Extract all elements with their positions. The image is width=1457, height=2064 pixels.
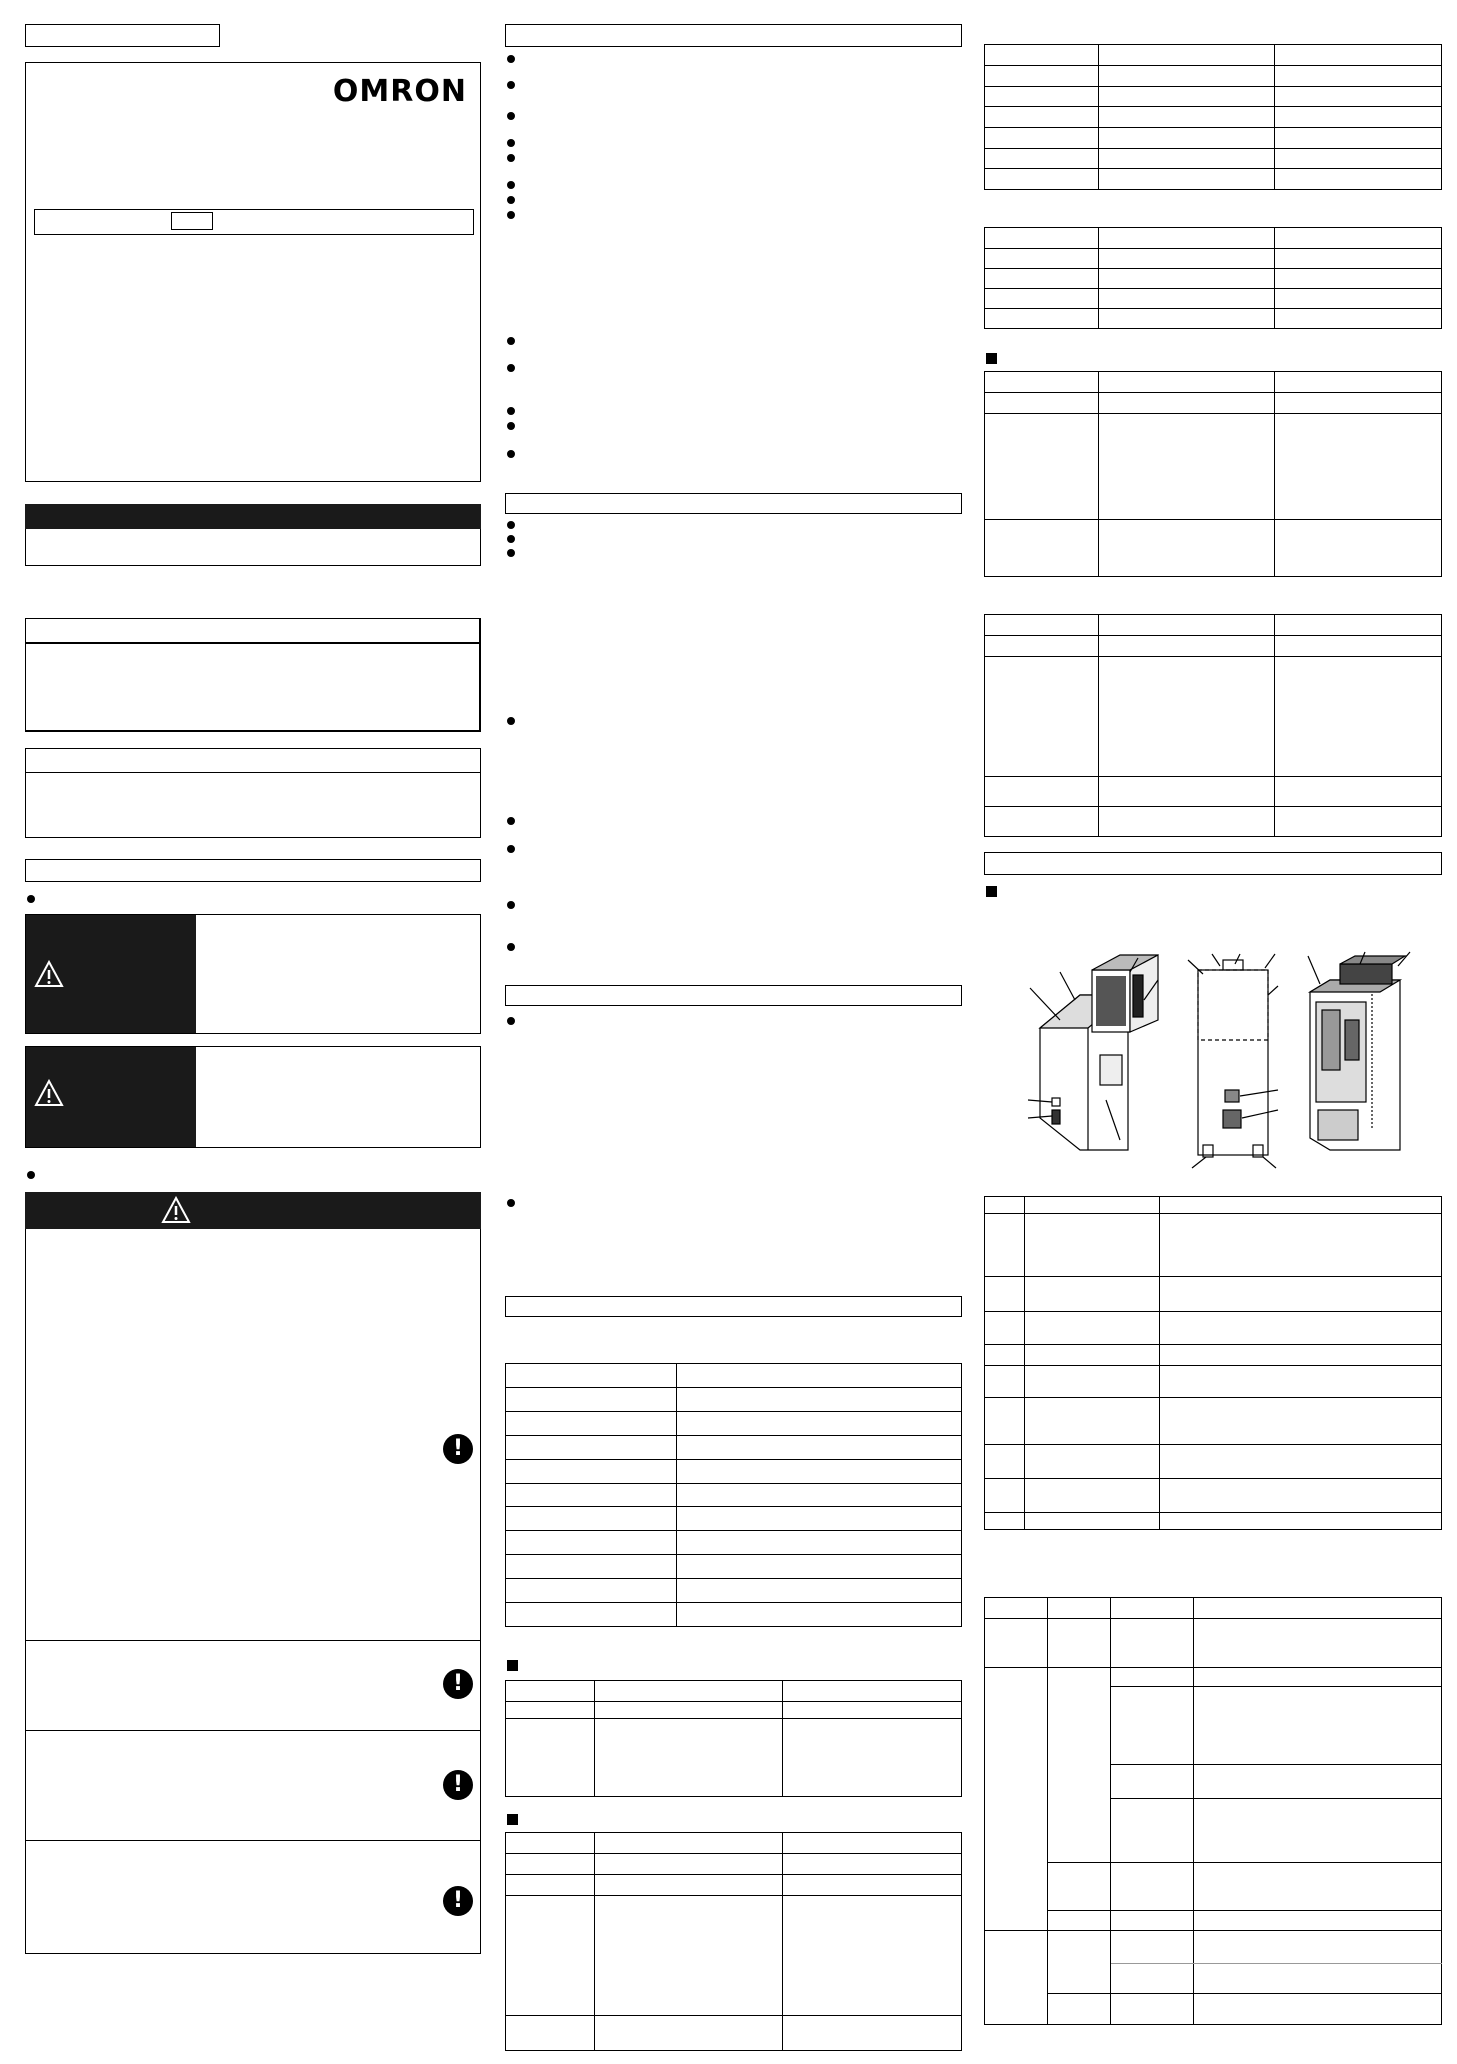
bullet-dot-icon bbox=[507, 1017, 515, 1025]
table-row bbox=[506, 1555, 962, 1579]
bullet-dot-icon bbox=[507, 211, 515, 219]
table-row bbox=[985, 807, 1442, 837]
notice-section bbox=[25, 504, 481, 566]
general-specifications-table bbox=[505, 1363, 962, 1627]
table-row bbox=[985, 127, 1442, 148]
bullet-dot-icon bbox=[507, 943, 515, 951]
table-row bbox=[985, 169, 1442, 190]
table-row bbox=[506, 1854, 962, 1875]
indicators-table bbox=[984, 1597, 1442, 2025]
bullet-dot-icon bbox=[27, 1171, 35, 1179]
spec-table-b bbox=[505, 1832, 962, 2051]
bullet-dot-icon bbox=[507, 407, 515, 415]
warning-item-divider bbox=[26, 1730, 480, 1731]
table-row bbox=[506, 1411, 962, 1435]
section-box-1-header-rule bbox=[26, 642, 479, 644]
table-row bbox=[506, 2016, 962, 2051]
table-row bbox=[506, 1459, 962, 1483]
table-row bbox=[985, 615, 1442, 636]
specifications-heading-bar bbox=[505, 1296, 962, 1317]
table-row bbox=[985, 249, 1442, 269]
unit-front-view bbox=[1028, 955, 1158, 1150]
table-row bbox=[985, 1214, 1442, 1277]
filled-square-icon bbox=[507, 1814, 518, 1825]
right-table-2 bbox=[984, 227, 1442, 329]
bullet-dot-icon bbox=[507, 55, 515, 63]
warning-box-2-label-panel bbox=[26, 1047, 196, 1147]
right-table-3 bbox=[984, 371, 1442, 577]
exclamation-circle-icon: ! bbox=[443, 1434, 473, 1464]
table-row bbox=[985, 520, 1442, 577]
warning-triangle-icon bbox=[34, 1079, 64, 1107]
table-row bbox=[985, 1619, 1442, 1668]
bullet-dot-icon bbox=[507, 364, 515, 372]
table-row bbox=[985, 1445, 1442, 1479]
table-row bbox=[985, 86, 1442, 107]
table-row bbox=[985, 1668, 1442, 1687]
table-row bbox=[985, 1345, 1442, 1366]
model-number-box bbox=[171, 212, 213, 230]
table-row bbox=[506, 1833, 962, 1854]
warning-item-divider bbox=[26, 1840, 480, 1841]
omron-logo: OMRON bbox=[332, 74, 467, 109]
safety-heading-bar bbox=[25, 859, 481, 882]
filled-square-icon bbox=[986, 886, 997, 897]
table-row bbox=[985, 777, 1442, 807]
warning-box-2 bbox=[25, 1046, 481, 1148]
table-row bbox=[985, 414, 1442, 520]
table-row bbox=[985, 289, 1442, 309]
usage-heading-bar bbox=[505, 493, 962, 514]
table-row bbox=[985, 45, 1442, 66]
table-row bbox=[506, 1483, 962, 1507]
bullet-dot-icon bbox=[507, 535, 515, 543]
bullet-dot-icon bbox=[507, 521, 515, 529]
bullet-dot-icon bbox=[507, 450, 515, 458]
table-row bbox=[985, 657, 1442, 777]
table-row bbox=[506, 1875, 962, 1896]
bullet-dot-icon bbox=[507, 196, 515, 204]
table-row bbox=[985, 1994, 1442, 2025]
table-row bbox=[985, 393, 1442, 414]
parts-description-table bbox=[984, 1196, 1442, 1530]
table-row bbox=[506, 1507, 962, 1531]
cover-panel bbox=[25, 62, 481, 482]
bullet-dot-icon bbox=[27, 895, 35, 903]
document-id-box bbox=[25, 24, 220, 47]
warning-triangle-icon bbox=[34, 960, 64, 988]
table-row bbox=[985, 269, 1442, 289]
table-row bbox=[506, 1702, 962, 1719]
table-row bbox=[506, 1579, 962, 1603]
warning-item-divider bbox=[26, 1640, 480, 1641]
bullet-dot-icon bbox=[507, 549, 515, 557]
table-row bbox=[985, 1513, 1442, 1530]
table-row bbox=[506, 1896, 962, 2016]
bullet-dot-icon bbox=[507, 81, 515, 89]
table-row bbox=[985, 1911, 1442, 1931]
section-box-2 bbox=[25, 748, 481, 838]
table-row bbox=[506, 1681, 962, 1702]
filled-square-icon bbox=[986, 353, 997, 364]
filled-square-icon bbox=[507, 1660, 518, 1671]
bullet-dot-icon bbox=[507, 901, 515, 909]
warning-box-1 bbox=[25, 914, 481, 1034]
exclamation-circle-icon: ! bbox=[443, 1886, 473, 1916]
bullet-dot-icon bbox=[507, 422, 515, 430]
bullet-dot-icon bbox=[507, 139, 515, 147]
table-row bbox=[985, 66, 1442, 87]
table-row bbox=[985, 1863, 1442, 1911]
table-row bbox=[506, 1531, 962, 1555]
table-row bbox=[506, 1387, 962, 1411]
table-row bbox=[506, 1435, 962, 1459]
section-box-2-header-rule bbox=[26, 772, 480, 773]
bullet-dot-icon bbox=[507, 337, 515, 345]
regulations-heading-bar bbox=[505, 985, 962, 1006]
table-row bbox=[985, 148, 1442, 169]
bullet-dot-icon bbox=[507, 817, 515, 825]
table-row bbox=[985, 1479, 1442, 1513]
model-number-bar bbox=[34, 209, 474, 235]
table-row bbox=[985, 1312, 1442, 1345]
table-row bbox=[985, 1197, 1442, 1214]
table-row bbox=[985, 372, 1442, 393]
right-table-4 bbox=[984, 614, 1442, 837]
table-row bbox=[985, 1931, 1442, 1964]
bullet-dot-icon bbox=[507, 1199, 515, 1207]
precautions-heading-bar bbox=[505, 24, 962, 47]
exclamation-circle-icon: ! bbox=[443, 1669, 473, 1699]
table-row bbox=[985, 636, 1442, 657]
bullet-dot-icon bbox=[507, 845, 515, 853]
warning-list-header-bar bbox=[25, 1192, 481, 1229]
table-row bbox=[985, 1598, 1442, 1619]
table-row bbox=[985, 309, 1442, 329]
table-row bbox=[985, 228, 1442, 249]
notice-header-bar bbox=[25, 504, 481, 529]
table-row bbox=[985, 107, 1442, 128]
right-table-1 bbox=[984, 44, 1442, 190]
spec-table-a bbox=[505, 1680, 962, 1797]
table-row bbox=[506, 1364, 962, 1388]
table-row bbox=[985, 1398, 1442, 1445]
unit-open-view bbox=[1308, 952, 1410, 1150]
table-row bbox=[506, 1603, 962, 1627]
warning-box-1-label-panel bbox=[26, 915, 196, 1033]
unit-flat-view bbox=[1188, 954, 1278, 1168]
table-row bbox=[985, 1366, 1442, 1398]
warning-triangle-icon bbox=[161, 1196, 191, 1224]
table-row bbox=[985, 1277, 1442, 1312]
bullet-dot-icon bbox=[507, 112, 515, 120]
exclamation-circle-icon: ! bbox=[443, 1770, 473, 1800]
bullet-dot-icon bbox=[507, 154, 515, 162]
table-row bbox=[506, 1719, 962, 1797]
nomenclature-heading-bar bbox=[984, 852, 1442, 875]
warning-list-panel bbox=[25, 1192, 481, 1954]
bullet-dot-icon bbox=[507, 181, 515, 189]
unit-parts-illustration bbox=[1020, 950, 1440, 1170]
bullet-dot-icon bbox=[507, 717, 515, 725]
section-box-1 bbox=[25, 618, 481, 732]
